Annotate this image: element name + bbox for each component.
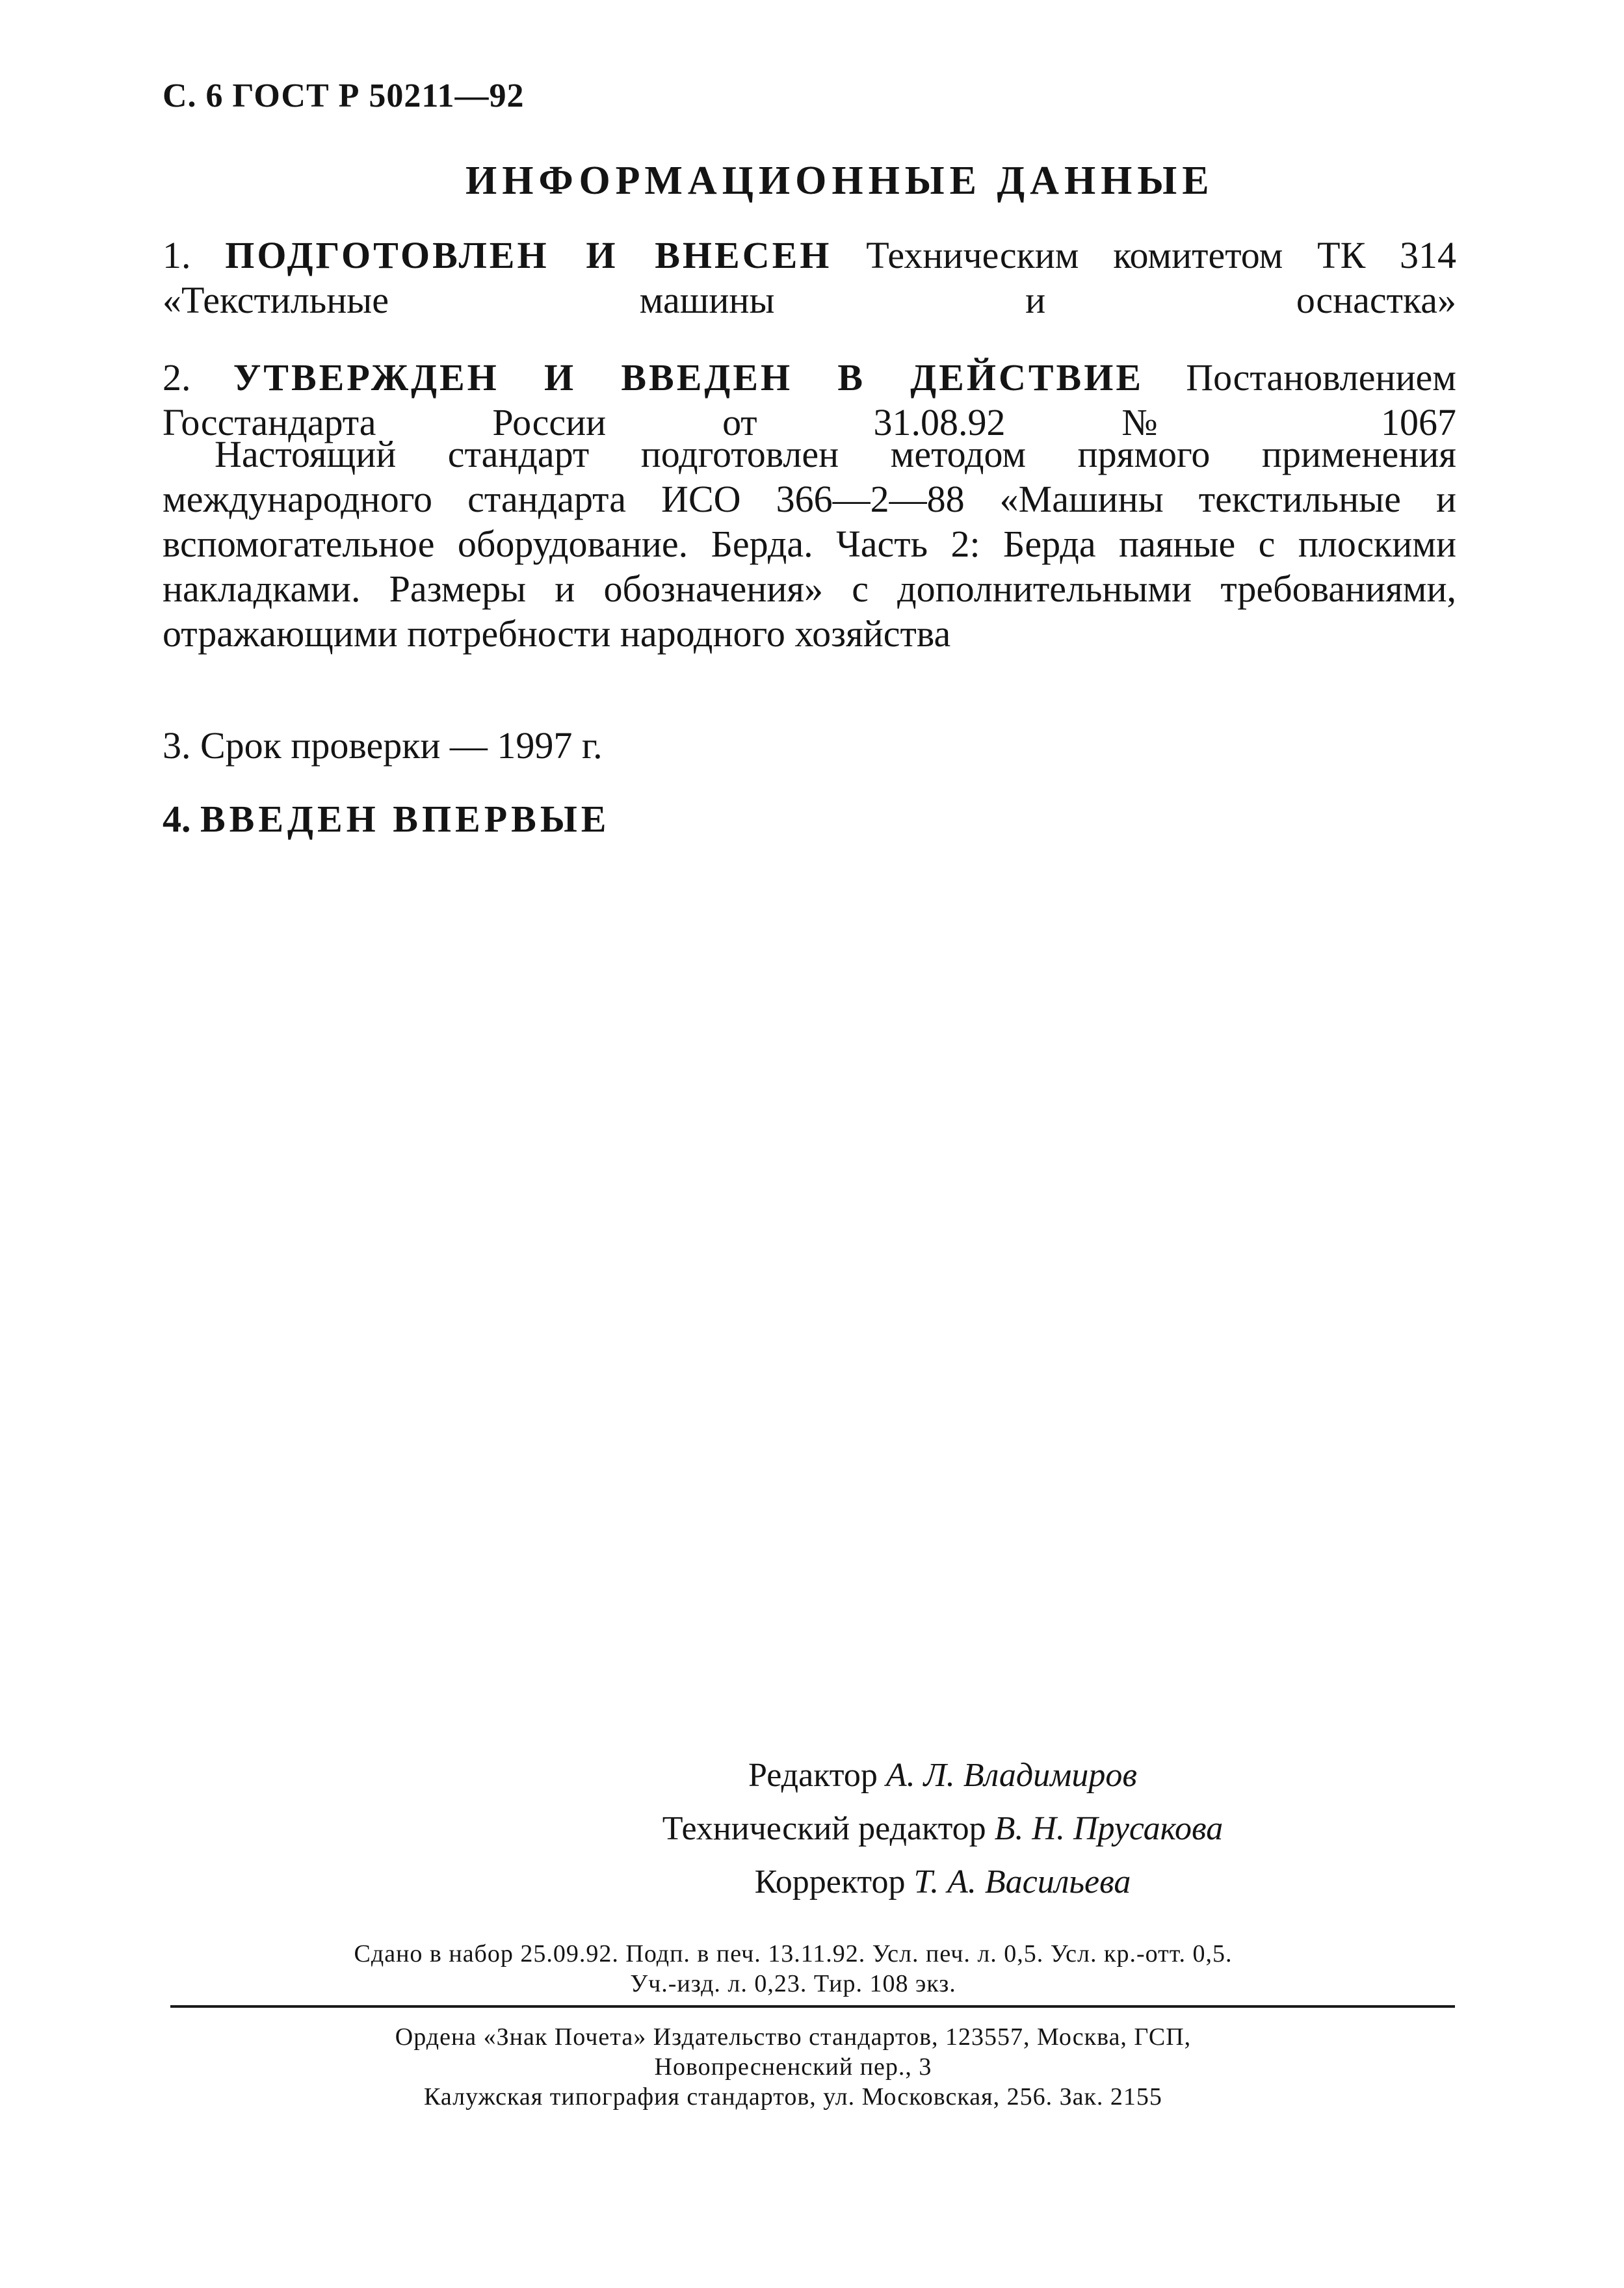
item-1 [163, 233, 1456, 322]
editor-label: Редактор [748, 1757, 878, 1794]
publisher [208, 2022, 1378, 2112]
publisher-line-2: Новопресненский пер., 3 [654, 2053, 932, 2081]
imprint-line-1: Сдано в набор 25.09.92. Подп. в печ. 13.11.92. Усл. печ. л. 0,5. Усл. кр.-отт. 0,5. [354, 1940, 1233, 1967]
item-2-text: Постановлением Госстандарта России от 31.08.92 № 1067 [163, 356, 1457, 443]
item-3-text: Срок проверки — 1997 г. [200, 724, 603, 767]
item-2-note [163, 432, 1456, 656]
item-1-text: Техническим комитетом ТК 314 «Текстильные машины и оснастка» [163, 234, 1457, 321]
corrector-name: Т. А. Васильева [913, 1863, 1131, 1900]
item-4-number: 4. [163, 798, 191, 840]
item-2-lead: УТВЕРЖДЕН И ВВЕДЕН В ДЕЙСТВИЕ [233, 356, 1144, 399]
document-title: ИНФОРМАЦИОННЫЕ ДАННЫЕ [465, 159, 1214, 203]
item-4-lead: ВВЕДЕН ВПЕРВЫЕ [200, 798, 610, 840]
imprint [208, 1939, 1378, 1999]
item-2-note-text: Настоящий стандарт подготовлен методом прямого применения международного стандарта ИСО 366—2—88 «Машины текстильные и вспомогательное оборудование. Берда. Часть 2: Берда паяные с плоскими накладками. Размеры и обозначения» с дополнительными требованиями, отражающими потребности народного хозяйства [163, 433, 1456, 655]
item-1-number: 1. [163, 234, 191, 276]
corrector-line [455, 1856, 1430, 1909]
item-3 [163, 723, 1456, 768]
tech-editor-name: В. Н. Прусакова [994, 1810, 1224, 1847]
divider [170, 2005, 1455, 2008]
page-header: С. 6 ГОСТ Р 50211—92 [163, 77, 525, 114]
corrector-label: Корректор [754, 1863, 906, 1900]
credits [455, 1749, 1430, 1909]
item-3-number: 3. [163, 724, 191, 767]
publisher-line-3: Калужская типография стандартов, ул. Московская, 256. Зак. 2155 [424, 2083, 1162, 2110]
item-1-lead: ПОДГОТОВЛЕН И ВНЕСЕН [225, 234, 832, 276]
item-2-number: 2. [163, 356, 191, 399]
editor-line [455, 1749, 1430, 1802]
editor-name: А. Л. Владимиров [885, 1757, 1137, 1794]
item-4 [163, 796, 1456, 841]
publisher-line-1: Ордена «Знак Почета» Издательство стандартов, 123557, Москва, ГСП, [395, 2023, 1192, 2051]
tech-editor-line [455, 1802, 1430, 1856]
tech-editor-label: Технический редактор [662, 1810, 986, 1847]
imprint-line-2: Уч.-изд. л. 0,23. Тир. 108 экз. [630, 1970, 956, 1997]
